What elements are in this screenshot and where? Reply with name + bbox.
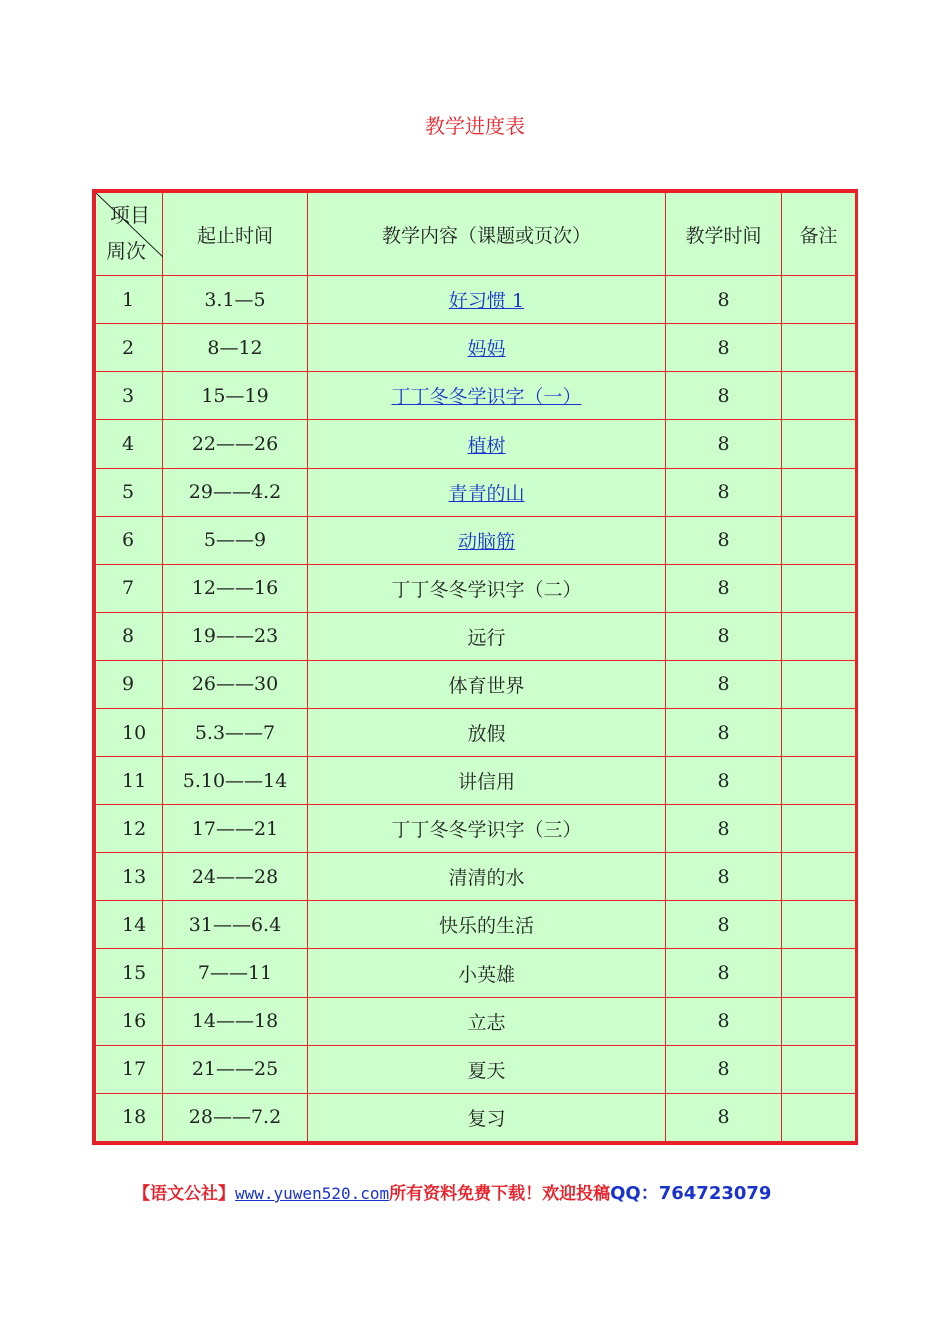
- notes-cell: [782, 420, 856, 468]
- lesson-link[interactable]: 妈妈: [467, 338, 506, 361]
- content-cell: [308, 420, 666, 468]
- table-row: [96, 805, 856, 853]
- hours-cell: 8: [666, 757, 782, 805]
- dates-cell: 12——16: [163, 564, 308, 612]
- content-cell: 夏天: [308, 1045, 666, 1093]
- dates-cell: 8—12: [163, 324, 308, 372]
- notes-cell: [782, 468, 856, 516]
- hours-cell: 8: [666, 516, 782, 564]
- notes-cell: [782, 997, 856, 1045]
- table-row: [96, 853, 856, 901]
- hours-cell: 8: [666, 1093, 782, 1141]
- hours-cell: 8: [666, 324, 782, 372]
- week-cell: 17: [96, 1045, 163, 1093]
- schedule-table-wrapper: [92, 189, 858, 1145]
- header-week-label: 周次: [106, 239, 146, 263]
- notes-cell: [782, 276, 856, 324]
- content-cell: 丁丁冬冬学识字（三）: [308, 805, 666, 853]
- hours-cell: 8: [666, 612, 782, 660]
- content-cell: 复习: [308, 1093, 666, 1141]
- content-cell: [308, 276, 666, 324]
- page-title: 教学进度表: [425, 114, 525, 138]
- dates-cell: 5——9: [163, 516, 308, 564]
- table-row: [96, 276, 856, 324]
- table-header-row: [96, 193, 856, 276]
- dates-cell: 5.3——7: [163, 709, 308, 757]
- schedule-table: [95, 192, 856, 1142]
- header-hours: 教学时间: [666, 193, 782, 276]
- lesson-link[interactable]: 丁丁冬冬学识字（一）: [391, 386, 582, 409]
- week-cell: 4: [96, 420, 163, 468]
- content-cell: 快乐的生活: [308, 901, 666, 949]
- notes-cell: [782, 660, 856, 708]
- dates-cell: 24——28: [163, 853, 308, 901]
- hours-cell: 8: [666, 853, 782, 901]
- table-row: [96, 1045, 856, 1093]
- week-cell: 3: [96, 372, 163, 420]
- week-cell: 7: [96, 564, 163, 612]
- notes-cell: [782, 853, 856, 901]
- header-project-label: 项目: [110, 203, 150, 227]
- content-cell: 立志: [308, 997, 666, 1045]
- notes-cell: [782, 1045, 856, 1093]
- content-cell: 丁丁冬冬学识字（二）: [308, 564, 666, 612]
- dates-cell: 14——18: [163, 997, 308, 1045]
- table-row: [96, 612, 856, 660]
- table-row: [96, 372, 856, 420]
- table-row: [96, 324, 856, 372]
- table-row: [96, 709, 856, 757]
- footer-prefix: 【语文公社】: [133, 1184, 235, 1204]
- footer-url-link[interactable]: www.yuwen520.com: [235, 1184, 390, 1203]
- content-cell: 讲信用: [308, 757, 666, 805]
- content-cell: 清清的水: [308, 853, 666, 901]
- week-cell: 11: [96, 757, 163, 805]
- week-cell: 8: [96, 612, 163, 660]
- content-cell: [308, 324, 666, 372]
- dates-cell: 29——4.2: [163, 468, 308, 516]
- week-cell: 1: [96, 276, 163, 324]
- lesson-link[interactable]: 动脑筋: [457, 530, 515, 553]
- notes-cell: [782, 516, 856, 564]
- dates-cell: 5.10——14: [163, 757, 308, 805]
- table-row: [96, 468, 856, 516]
- content-cell: [308, 516, 666, 564]
- dates-cell: 22——26: [163, 420, 308, 468]
- week-cell: 2: [96, 324, 163, 372]
- notes-cell: [782, 757, 856, 805]
- hours-cell: 8: [666, 276, 782, 324]
- table-row: [96, 564, 856, 612]
- week-cell: 12: [96, 805, 163, 853]
- hours-cell: 8: [666, 660, 782, 708]
- hours-cell: 8: [666, 372, 782, 420]
- dates-cell: 21——25: [163, 1045, 308, 1093]
- content-cell: 体育世界: [308, 660, 666, 708]
- hours-cell: 8: [666, 468, 782, 516]
- dates-cell: 17——21: [163, 805, 308, 853]
- lesson-link[interactable]: 好习惯 1: [448, 290, 525, 313]
- table-row: [96, 757, 856, 805]
- dates-cell: 3.1—5: [163, 276, 308, 324]
- header-dates: 起止时间: [163, 193, 308, 276]
- week-cell: 9: [96, 660, 163, 708]
- week-cell: 18: [96, 1093, 163, 1141]
- hours-cell: 8: [666, 949, 782, 997]
- footer-text: 所有资料免费下载！欢迎投稿: [389, 1184, 611, 1204]
- table-row: [96, 660, 856, 708]
- notes-cell: [782, 901, 856, 949]
- dates-cell: 26——30: [163, 660, 308, 708]
- content-cell: [308, 468, 666, 516]
- dates-cell: 28——7.2: [163, 1093, 308, 1141]
- notes-cell: [782, 805, 856, 853]
- notes-cell: [782, 1093, 856, 1141]
- hours-cell: 8: [666, 709, 782, 757]
- dates-cell: 31——6.4: [163, 901, 308, 949]
- hours-cell: 8: [666, 564, 782, 612]
- hours-cell: 8: [666, 997, 782, 1045]
- table-row: [96, 420, 856, 468]
- table-row: [96, 997, 856, 1045]
- footer-banner: [133, 1179, 771, 1205]
- footer-qq: QQ：764723079: [610, 1183, 772, 1204]
- lesson-link[interactable]: 青青的山: [448, 482, 525, 505]
- content-cell: [308, 372, 666, 420]
- notes-cell: [782, 612, 856, 660]
- dates-cell: 7——11: [163, 949, 308, 997]
- content-cell: 放假: [308, 709, 666, 757]
- header-content: 教学内容（课题或页次）: [308, 193, 666, 276]
- table-row: [96, 1093, 856, 1141]
- notes-cell: [782, 949, 856, 997]
- table-row: [96, 516, 856, 564]
- week-cell: 10: [96, 709, 163, 757]
- hours-cell: 8: [666, 805, 782, 853]
- week-cell: 13: [96, 853, 163, 901]
- content-cell: 远行: [308, 612, 666, 660]
- table-row: [96, 901, 856, 949]
- hours-cell: 8: [666, 420, 782, 468]
- week-cell: 5: [96, 468, 163, 516]
- notes-cell: [782, 564, 856, 612]
- week-cell: 15: [96, 949, 163, 997]
- lesson-link[interactable]: 植树: [467, 434, 506, 457]
- dates-cell: 19——23: [163, 612, 308, 660]
- notes-cell: [782, 709, 856, 757]
- dates-cell: 15—19: [163, 372, 308, 420]
- notes-cell: [782, 372, 856, 420]
- notes-cell: [782, 324, 856, 372]
- header-corner-cell: [96, 193, 163, 276]
- table-row: [96, 949, 856, 997]
- week-cell: 16: [96, 997, 163, 1045]
- week-cell: 6: [96, 516, 163, 564]
- hours-cell: 8: [666, 1045, 782, 1093]
- hours-cell: 8: [666, 901, 782, 949]
- header-notes: 备注: [782, 193, 856, 276]
- content-cell: 小英雄: [308, 949, 666, 997]
- week-cell: 14: [96, 901, 163, 949]
